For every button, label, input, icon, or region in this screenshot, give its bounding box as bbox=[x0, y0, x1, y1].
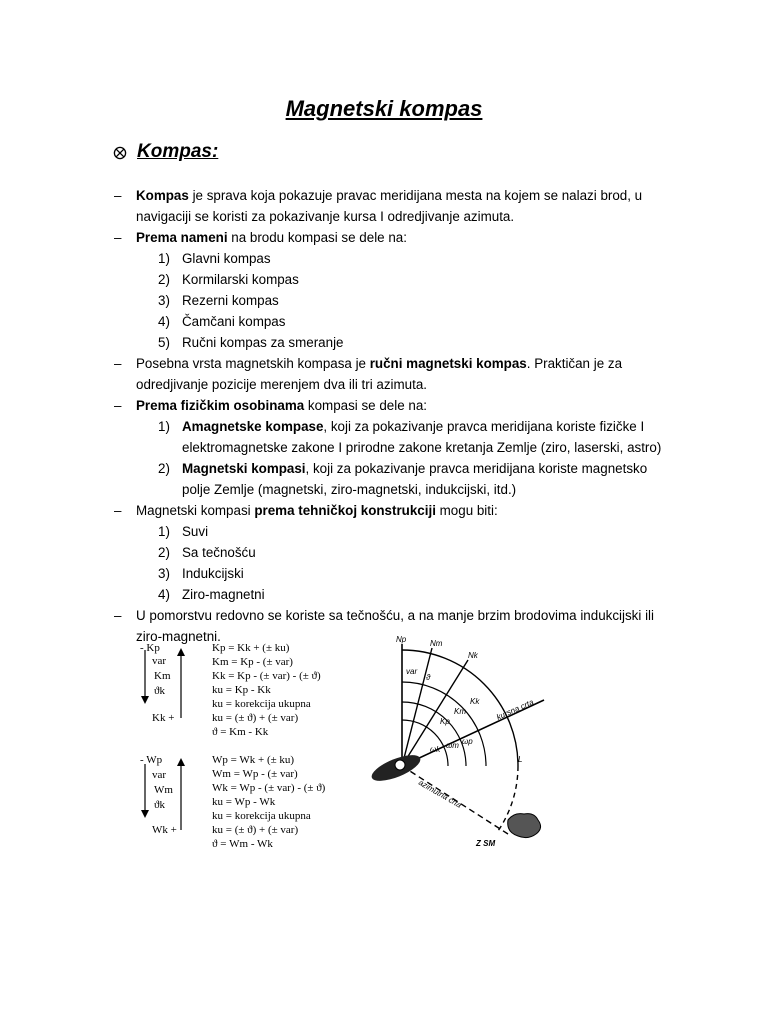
formula-label: ϑk bbox=[154, 799, 165, 811]
formula-line: ku = Kp - Kk bbox=[212, 684, 271, 696]
bold-text: ručni magnetski kompas bbox=[369, 356, 527, 371]
formula-line: ku = korekcija ukupna bbox=[212, 810, 311, 822]
formula-label: Wm bbox=[154, 784, 173, 796]
diagram-label: Kk bbox=[470, 697, 480, 706]
dash-bullet: – bbox=[114, 188, 122, 203]
item-number: 4) bbox=[158, 587, 170, 602]
formula-label: - Wp bbox=[140, 754, 163, 766]
text: kompasi se dele na: bbox=[304, 398, 428, 413]
formula-line: Kk = Kp - (± var) - (± ϑ) bbox=[212, 670, 321, 682]
diagram-label: Nm bbox=[430, 639, 443, 648]
diagram-label: ωm bbox=[446, 741, 459, 750]
diagram-label: ωp bbox=[462, 737, 473, 746]
bold-text: Amagnetske kompase bbox=[182, 419, 324, 434]
list-item bbox=[114, 458, 674, 500]
diagram-label: ωk bbox=[430, 745, 441, 754]
bullet-text bbox=[136, 500, 674, 521]
formula-label: Wk + bbox=[152, 824, 177, 836]
bold-text: Kompas bbox=[136, 188, 189, 203]
item-text: Suvi bbox=[182, 524, 209, 539]
list-item bbox=[114, 542, 674, 563]
formula-line: Wp = Wk + (± ku) bbox=[212, 754, 295, 766]
diagram-label: kursna crta bbox=[495, 697, 535, 722]
bold-text: Magnetski kompasi bbox=[182, 461, 306, 476]
item-number: 1) bbox=[158, 524, 170, 539]
item-number: 2) bbox=[158, 461, 170, 476]
bullet-item bbox=[114, 227, 674, 248]
item-number: 5) bbox=[158, 335, 170, 350]
text: Magnetski kompasi bbox=[136, 503, 255, 518]
formula-label: Kk + bbox=[152, 712, 175, 724]
item-text: Rezerni kompas bbox=[182, 293, 279, 308]
dash-bullet: – bbox=[114, 230, 122, 245]
diagram-label: Km bbox=[454, 707, 466, 716]
item-text: Glavni kompas bbox=[182, 251, 271, 266]
item-text bbox=[182, 416, 674, 458]
formula-line: ku = (± ϑ) + (± var) bbox=[212, 824, 299, 836]
formula-label: var bbox=[152, 769, 167, 781]
bold-text: Prema fizičkim osobinama bbox=[136, 398, 305, 413]
item-text: Čamčani kompas bbox=[182, 314, 286, 329]
section-heading bbox=[113, 141, 218, 163]
bold-text: prema tehničkoj konstrukciji bbox=[254, 503, 436, 518]
item-text: Sa tečnošću bbox=[182, 545, 256, 560]
bullet-text bbox=[136, 395, 674, 416]
list-item bbox=[114, 521, 674, 542]
text: , koji za pokazivanje pravca meridijana koriste magnetsko polje Zemlje (magnetski, ziro-magnetski, indukcijski, itd.) bbox=[182, 461, 648, 497]
formula-label: - Kp bbox=[140, 642, 160, 654]
section-heading-text: Kompas: bbox=[137, 141, 219, 162]
item-text: Ziro-magnetni bbox=[182, 587, 265, 602]
diagram-label: Kp bbox=[440, 717, 450, 726]
text: je sprava koja pokazuje pravac meridijana mesta na kojem se nalazi brod, u navigaciji se koristi za pokazivanje kursa I odredjivanje azimuta. bbox=[136, 188, 643, 224]
list-item bbox=[114, 290, 674, 311]
list-item bbox=[114, 563, 674, 584]
text: Posebna vrsta magnetskih kompasa je bbox=[136, 356, 370, 371]
item-number: 1) bbox=[158, 419, 170, 434]
item-number: 3) bbox=[158, 566, 170, 581]
list-item bbox=[114, 248, 674, 269]
item-number: 2) bbox=[158, 545, 170, 560]
formula-label: Km bbox=[154, 670, 171, 682]
bullet-item bbox=[114, 353, 674, 395]
dash-bullet: – bbox=[114, 356, 122, 371]
diagram-label: Np bbox=[396, 635, 407, 644]
text: mogu biti: bbox=[435, 503, 498, 518]
formula-figure bbox=[136, 642, 350, 852]
list-item bbox=[114, 416, 674, 458]
page-title: Magnetski kompas bbox=[285, 96, 483, 121]
dash-bullet: – bbox=[114, 503, 122, 518]
diagram-label: ϑ bbox=[426, 673, 431, 682]
dash-bullet: – bbox=[114, 398, 122, 413]
list-item bbox=[114, 332, 674, 353]
bullet-text bbox=[136, 353, 674, 395]
item-number: 3) bbox=[158, 293, 170, 308]
formula-line: Kp = Kk + (± ku) bbox=[212, 642, 290, 654]
bullet-text: U pomorstvu redovno se koriste sa tečnošću, a na manje brzim brodovima indukcijski ili ziro-magnetni. bbox=[136, 608, 654, 644]
text: , koji za pokazivanje pravca meridijana koriste fizičke I elektromagnetske zakone I prirodne zakone kretanja Zemlje (ziro, laserski, astro) bbox=[182, 419, 662, 455]
formula-line: ϑ = Wm - Wk bbox=[212, 838, 273, 850]
formula-line: Wm = Wp - (± var) bbox=[212, 768, 298, 780]
text: na brodu kompasi se dele na: bbox=[227, 230, 407, 245]
bold-text: Prema nameni bbox=[136, 230, 228, 245]
diagram-label: L bbox=[518, 755, 523, 764]
list-item bbox=[114, 311, 674, 332]
formula-label: ϑk bbox=[154, 685, 165, 697]
item-text bbox=[182, 458, 674, 500]
item-number: 4) bbox=[158, 314, 170, 329]
bullet-text bbox=[136, 227, 674, 248]
formula-label: var bbox=[152, 655, 167, 667]
formula-line: ku = korekcija ukupna bbox=[212, 698, 311, 710]
formula-line: ϑ = Km - Kk bbox=[212, 726, 269, 738]
list-item bbox=[114, 269, 674, 290]
item-text: Ručni kompas za smeranje bbox=[182, 335, 344, 350]
bullet-item bbox=[114, 395, 674, 416]
circled-x-bullet-icon bbox=[113, 146, 127, 160]
bullet-item bbox=[114, 185, 674, 227]
diagram-label: var bbox=[406, 667, 418, 676]
dash-bullet: – bbox=[114, 608, 122, 623]
item-text: Kormilarski kompas bbox=[182, 272, 299, 287]
text: . Praktičan je za odredjivanje pozicije merenjem dva ili tri azimuta. bbox=[136, 356, 623, 392]
item-number: 2) bbox=[158, 272, 170, 287]
item-number: 1) bbox=[158, 251, 170, 266]
bullet-item bbox=[114, 500, 674, 521]
formula-line: ku = Wp - Wk bbox=[212, 796, 276, 808]
item-text: Indukcijski bbox=[182, 566, 244, 581]
diagram-label: Nk bbox=[468, 651, 478, 660]
bullet-list bbox=[114, 185, 674, 647]
formula-line: Km = Kp - (± var) bbox=[212, 656, 293, 668]
diagram-label: azimutna crta bbox=[417, 777, 464, 810]
list-item bbox=[114, 584, 674, 605]
formula-line: Wk = Wp - (± var) - (± ϑ) bbox=[212, 782, 326, 794]
diagram-label: Z SM bbox=[476, 839, 496, 848]
bullet-text bbox=[136, 185, 674, 227]
formula-line: ku = (± ϑ) + (± var) bbox=[212, 712, 299, 724]
compass-diagram bbox=[358, 634, 572, 854]
